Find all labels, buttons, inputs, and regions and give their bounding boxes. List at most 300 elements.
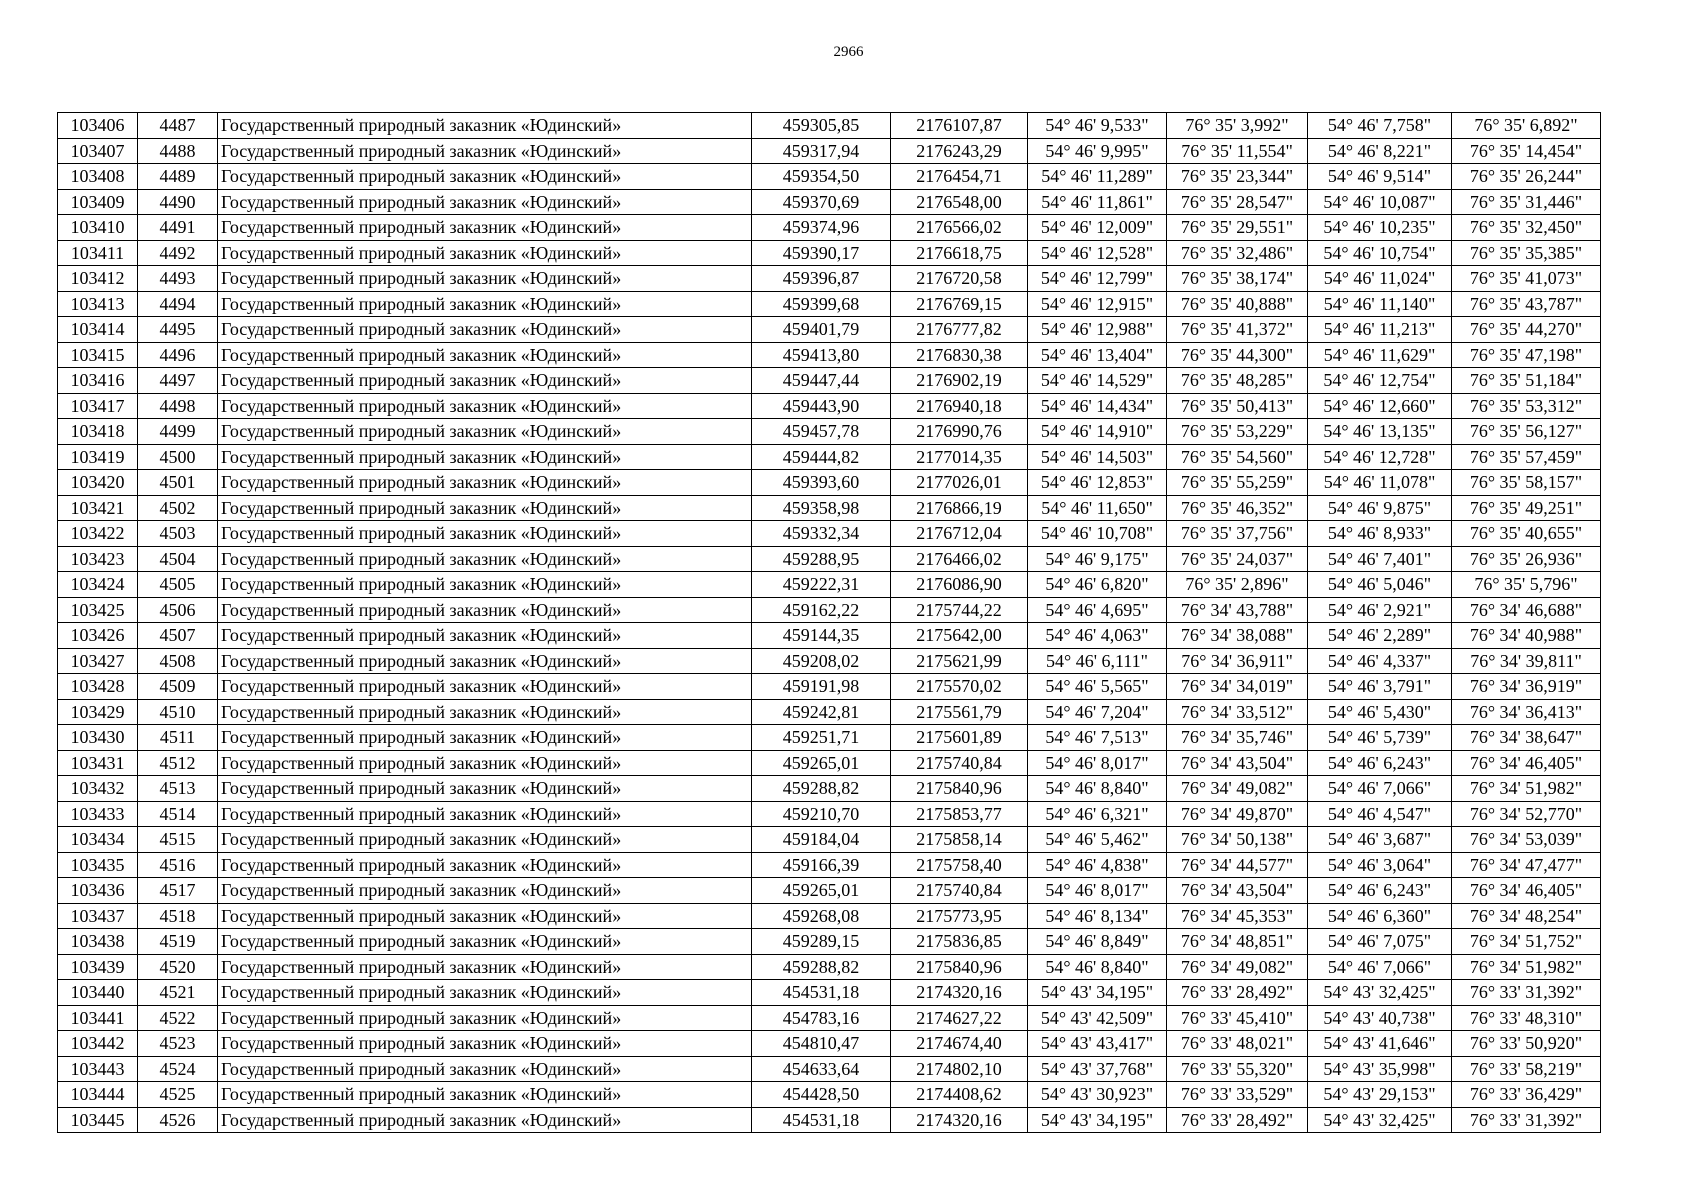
cell-point-number: 4502	[138, 495, 218, 521]
cell-latitude-1: 54° 43' 42,509"	[1028, 1005, 1167, 1031]
cell-name: Государственный природный заказник «Юдинский»	[218, 317, 752, 343]
table-row	[58, 1031, 1601, 1057]
table-body	[58, 113, 1601, 1133]
table-row	[58, 674, 1601, 700]
cell-latitude-2: 54° 43' 35,998"	[1308, 1056, 1452, 1082]
cell-point-number: 4506	[138, 597, 218, 623]
cell-x-coordinate: 459162,22	[752, 597, 891, 623]
cell-longitude-1: 76° 34' 49,082"	[1167, 954, 1308, 980]
cell-name: Государственный природный заказник «Юдинский»	[218, 444, 752, 470]
cell-name: Государственный природный заказник «Юдинский»	[218, 291, 752, 317]
cell-longitude-1: 76° 35' 3,992"	[1167, 113, 1308, 139]
cell-record-id: 103423	[58, 546, 138, 572]
cell-latitude-1: 54° 46' 8,840"	[1028, 954, 1167, 980]
cell-x-coordinate: 459288,82	[752, 954, 891, 980]
cell-name: Государственный природный заказник «Юдинский»	[218, 827, 752, 853]
cell-longitude-1: 76° 33' 55,320"	[1167, 1056, 1308, 1082]
cell-latitude-2: 54° 46' 5,430"	[1308, 699, 1452, 725]
cell-y-coordinate: 2174408,62	[891, 1082, 1028, 1108]
table-row	[58, 419, 1601, 445]
coordinates-table	[57, 112, 1601, 1133]
cell-record-id: 103426	[58, 623, 138, 649]
cell-longitude-1: 76° 34' 38,088"	[1167, 623, 1308, 649]
cell-point-number: 4489	[138, 164, 218, 190]
table-row	[58, 291, 1601, 317]
cell-y-coordinate: 2176243,29	[891, 138, 1028, 164]
cell-latitude-1: 54° 46' 14,434"	[1028, 393, 1167, 419]
cell-longitude-2: 76° 34' 51,982"	[1452, 776, 1601, 802]
cell-y-coordinate: 2176548,00	[891, 189, 1028, 215]
cell-longitude-1: 76° 35' 46,352"	[1167, 495, 1308, 521]
cell-record-id: 103434	[58, 827, 138, 853]
cell-y-coordinate: 2176940,18	[891, 393, 1028, 419]
cell-longitude-2: 76° 34' 36,919"	[1452, 674, 1601, 700]
cell-point-number: 4520	[138, 954, 218, 980]
cell-y-coordinate: 2176466,02	[891, 546, 1028, 572]
cell-latitude-1: 54° 46' 8,840"	[1028, 776, 1167, 802]
cell-longitude-1: 76° 35' 50,413"	[1167, 393, 1308, 419]
cell-latitude-1: 54° 46' 14,503"	[1028, 444, 1167, 470]
cell-point-number: 4514	[138, 801, 218, 827]
cell-latitude-2: 54° 46' 11,078"	[1308, 470, 1452, 496]
cell-point-number: 4494	[138, 291, 218, 317]
cell-x-coordinate: 454633,64	[752, 1056, 891, 1082]
cell-x-coordinate: 459305,85	[752, 113, 891, 139]
cell-longitude-1: 76° 35' 54,560"	[1167, 444, 1308, 470]
cell-longitude-1: 76° 35' 53,229"	[1167, 419, 1308, 445]
cell-record-id: 103429	[58, 699, 138, 725]
cell-longitude-2: 76° 35' 6,892"	[1452, 113, 1601, 139]
cell-y-coordinate: 2175601,89	[891, 725, 1028, 751]
cell-x-coordinate: 459457,78	[752, 419, 891, 445]
cell-record-id: 103407	[58, 138, 138, 164]
cell-longitude-2: 76° 35' 47,198"	[1452, 342, 1601, 368]
cell-record-id: 103444	[58, 1082, 138, 1108]
cell-latitude-1: 54° 43' 34,195"	[1028, 980, 1167, 1006]
cell-record-id: 103418	[58, 419, 138, 445]
cell-y-coordinate: 2176454,71	[891, 164, 1028, 190]
table-row	[58, 750, 1601, 776]
cell-name: Государственный природный заказник «Юдинский»	[218, 1056, 752, 1082]
cell-longitude-2: 76° 33' 31,392"	[1452, 980, 1601, 1006]
cell-latitude-2: 54° 46' 6,243"	[1308, 750, 1452, 776]
cell-latitude-1: 54° 46' 8,849"	[1028, 929, 1167, 955]
cell-point-number: 4505	[138, 572, 218, 598]
cell-point-number: 4512	[138, 750, 218, 776]
cell-x-coordinate: 459222,31	[752, 572, 891, 598]
cell-y-coordinate: 2174320,16	[891, 980, 1028, 1006]
cell-point-number: 4510	[138, 699, 218, 725]
cell-latitude-2: 54° 46' 10,087"	[1308, 189, 1452, 215]
cell-x-coordinate: 459370,69	[752, 189, 891, 215]
cell-longitude-2: 76° 34' 48,254"	[1452, 903, 1601, 929]
cell-y-coordinate: 2175858,14	[891, 827, 1028, 853]
cell-y-coordinate: 2174802,10	[891, 1056, 1028, 1082]
cell-record-id: 103424	[58, 572, 138, 598]
cell-latitude-2: 54° 46' 11,140"	[1308, 291, 1452, 317]
cell-record-id: 103406	[58, 113, 138, 139]
cell-record-id: 103428	[58, 674, 138, 700]
cell-name: Государственный природный заказник «Юдинский»	[218, 776, 752, 802]
table-row	[58, 980, 1601, 1006]
cell-latitude-1: 54° 46' 8,134"	[1028, 903, 1167, 929]
cell-longitude-1: 76° 35' 28,547"	[1167, 189, 1308, 215]
cell-point-number: 4504	[138, 546, 218, 572]
cell-record-id: 103437	[58, 903, 138, 929]
table-row	[58, 189, 1601, 215]
cell-point-number: 4525	[138, 1082, 218, 1108]
cell-point-number: 4492	[138, 240, 218, 266]
table-row	[58, 266, 1601, 292]
cell-y-coordinate: 2175840,96	[891, 776, 1028, 802]
cell-latitude-2: 54° 46' 8,221"	[1308, 138, 1452, 164]
cell-longitude-2: 76° 35' 14,454"	[1452, 138, 1601, 164]
cell-longitude-1: 76° 35' 37,756"	[1167, 521, 1308, 547]
cell-y-coordinate: 2177014,35	[891, 444, 1028, 470]
cell-latitude-1: 54° 46' 8,017"	[1028, 878, 1167, 904]
cell-point-number: 4515	[138, 827, 218, 853]
cell-record-id: 103412	[58, 266, 138, 292]
cell-latitude-2: 54° 43' 32,425"	[1308, 980, 1452, 1006]
cell-latitude-2: 54° 46' 11,629"	[1308, 342, 1452, 368]
table-row	[58, 827, 1601, 853]
cell-record-id: 103436	[58, 878, 138, 904]
cell-record-id: 103440	[58, 980, 138, 1006]
cell-y-coordinate: 2175758,40	[891, 852, 1028, 878]
cell-longitude-2: 76° 35' 31,446"	[1452, 189, 1601, 215]
cell-latitude-2: 54° 46' 3,687"	[1308, 827, 1452, 853]
cell-name: Государственный природный заказник «Юдинский»	[218, 393, 752, 419]
cell-name: Государственный природный заказник «Юдинский»	[218, 521, 752, 547]
cell-latitude-2: 54° 46' 7,075"	[1308, 929, 1452, 955]
cell-record-id: 103430	[58, 725, 138, 751]
table-row	[58, 113, 1601, 139]
cell-y-coordinate: 2175570,02	[891, 674, 1028, 700]
cell-name: Государственный природный заказник «Юдинский»	[218, 1082, 752, 1108]
cell-latitude-1: 54° 46' 12,528"	[1028, 240, 1167, 266]
cell-point-number: 4503	[138, 521, 218, 547]
cell-record-id: 103420	[58, 470, 138, 496]
cell-x-coordinate: 454428,50	[752, 1082, 891, 1108]
table-row	[58, 699, 1601, 725]
cell-longitude-1: 76° 33' 28,492"	[1167, 980, 1308, 1006]
cell-y-coordinate: 2175744,22	[891, 597, 1028, 623]
cell-x-coordinate: 459191,98	[752, 674, 891, 700]
cell-record-id: 103441	[58, 1005, 138, 1031]
cell-point-number: 4519	[138, 929, 218, 955]
cell-point-number: 4511	[138, 725, 218, 751]
cell-latitude-1: 54° 46' 13,404"	[1028, 342, 1167, 368]
cell-longitude-1: 76° 34' 43,504"	[1167, 878, 1308, 904]
cell-longitude-2: 76° 35' 5,796"	[1452, 572, 1601, 598]
cell-record-id: 103442	[58, 1031, 138, 1057]
cell-longitude-2: 76° 35' 40,655"	[1452, 521, 1601, 547]
cell-latitude-2: 54° 46' 4,547"	[1308, 801, 1452, 827]
cell-x-coordinate: 459288,82	[752, 776, 891, 802]
cell-longitude-1: 76° 34' 34,019"	[1167, 674, 1308, 700]
cell-longitude-2: 76° 34' 36,413"	[1452, 699, 1601, 725]
cell-x-coordinate: 459265,01	[752, 878, 891, 904]
table-row	[58, 317, 1601, 343]
table-row	[58, 521, 1601, 547]
cell-longitude-1: 76° 33' 45,410"	[1167, 1005, 1308, 1031]
table-row	[58, 470, 1601, 496]
cell-record-id: 103435	[58, 852, 138, 878]
cell-longitude-1: 76° 35' 24,037"	[1167, 546, 1308, 572]
cell-longitude-2: 76° 33' 58,219"	[1452, 1056, 1601, 1082]
cell-latitude-2: 54° 46' 12,660"	[1308, 393, 1452, 419]
cell-y-coordinate: 2176566,02	[891, 215, 1028, 241]
cell-latitude-1: 54° 46' 8,017"	[1028, 750, 1167, 776]
cell-latitude-1: 54° 46' 7,513"	[1028, 725, 1167, 751]
cell-latitude-1: 54° 43' 43,417"	[1028, 1031, 1167, 1057]
cell-name: Государственный природный заказник «Юдинский»	[218, 725, 752, 751]
cell-latitude-1: 54° 46' 6,321"	[1028, 801, 1167, 827]
cell-point-number: 4524	[138, 1056, 218, 1082]
cell-longitude-1: 76° 35' 23,344"	[1167, 164, 1308, 190]
cell-x-coordinate: 459210,70	[752, 801, 891, 827]
cell-record-id: 103419	[58, 444, 138, 470]
cell-name: Государственный природный заказник «Юдинский»	[218, 1107, 752, 1133]
cell-y-coordinate: 2176866,19	[891, 495, 1028, 521]
cell-record-id: 103408	[58, 164, 138, 190]
cell-longitude-1: 76° 34' 36,911"	[1167, 648, 1308, 674]
cell-name: Государственный природный заказник «Юдинский»	[218, 623, 752, 649]
cell-point-number: 4523	[138, 1031, 218, 1057]
cell-latitude-1: 54° 46' 9,995"	[1028, 138, 1167, 164]
cell-latitude-2: 54° 43' 32,425"	[1308, 1107, 1452, 1133]
cell-y-coordinate: 2176618,75	[891, 240, 1028, 266]
cell-latitude-1: 54° 46' 7,204"	[1028, 699, 1167, 725]
table-row	[58, 1056, 1601, 1082]
table-row	[58, 240, 1601, 266]
cell-x-coordinate: 459208,02	[752, 648, 891, 674]
cell-name: Государственный природный заказник «Юдинский»	[218, 240, 752, 266]
cell-longitude-2: 76° 34' 52,770"	[1452, 801, 1601, 827]
table-row	[58, 1082, 1601, 1108]
cell-y-coordinate: 2174627,22	[891, 1005, 1028, 1031]
cell-name: Государственный природный заказник «Юдинский»	[218, 903, 752, 929]
cell-latitude-2: 54° 46' 2,289"	[1308, 623, 1452, 649]
cell-longitude-1: 76° 34' 45,353"	[1167, 903, 1308, 929]
cell-record-id: 103417	[58, 393, 138, 419]
cell-point-number: 4501	[138, 470, 218, 496]
table-row	[58, 215, 1601, 241]
cell-longitude-1: 76° 35' 29,551"	[1167, 215, 1308, 241]
cell-name: Государственный природный заказник «Юдинский»	[218, 342, 752, 368]
cell-y-coordinate: 2175621,99	[891, 648, 1028, 674]
table-row	[58, 444, 1601, 470]
cell-latitude-1: 54° 43' 30,923"	[1028, 1082, 1167, 1108]
cell-point-number: 4495	[138, 317, 218, 343]
cell-latitude-2: 54° 46' 12,754"	[1308, 368, 1452, 394]
cell-y-coordinate: 2175561,79	[891, 699, 1028, 725]
cell-record-id: 103409	[58, 189, 138, 215]
cell-point-number: 4487	[138, 113, 218, 139]
cell-point-number: 4496	[138, 342, 218, 368]
cell-longitude-2: 76° 34' 47,477"	[1452, 852, 1601, 878]
table-row	[58, 801, 1601, 827]
table-row	[58, 546, 1601, 572]
cell-latitude-1: 54° 46' 4,838"	[1028, 852, 1167, 878]
cell-record-id: 103438	[58, 929, 138, 955]
cell-name: Государственный природный заказник «Юдинский»	[218, 470, 752, 496]
cell-latitude-1: 54° 46' 6,111"	[1028, 648, 1167, 674]
cell-latitude-2: 54° 46' 7,066"	[1308, 776, 1452, 802]
cell-x-coordinate: 459265,01	[752, 750, 891, 776]
cell-latitude-2: 54° 46' 4,337"	[1308, 648, 1452, 674]
cell-longitude-1: 76° 33' 28,492"	[1167, 1107, 1308, 1133]
cell-x-coordinate: 459447,44	[752, 368, 891, 394]
cell-y-coordinate: 2175642,00	[891, 623, 1028, 649]
table-row	[58, 1005, 1601, 1031]
cell-y-coordinate: 2175740,84	[891, 750, 1028, 776]
cell-name: Государственный природный заказник «Юдинский»	[218, 138, 752, 164]
cell-name: Государственный природный заказник «Юдинский»	[218, 215, 752, 241]
cell-y-coordinate: 2175840,96	[891, 954, 1028, 980]
cell-latitude-2: 54° 46' 6,243"	[1308, 878, 1452, 904]
cell-latitude-1: 54° 46' 10,708"	[1028, 521, 1167, 547]
cell-name: Государственный природный заказник «Юдинский»	[218, 674, 752, 700]
cell-longitude-2: 76° 33' 36,429"	[1452, 1082, 1601, 1108]
cell-latitude-2: 54° 46' 3,064"	[1308, 852, 1452, 878]
cell-name: Государственный природный заказник «Юдинский»	[218, 113, 752, 139]
cell-x-coordinate: 454531,18	[752, 1107, 891, 1133]
cell-point-number: 4493	[138, 266, 218, 292]
cell-latitude-2: 54° 46' 7,401"	[1308, 546, 1452, 572]
cell-record-id: 103413	[58, 291, 138, 317]
cell-x-coordinate: 459166,39	[752, 852, 891, 878]
cell-y-coordinate: 2175740,84	[891, 878, 1028, 904]
cell-y-coordinate: 2176990,76	[891, 419, 1028, 445]
cell-y-coordinate: 2174320,16	[891, 1107, 1028, 1133]
cell-name: Государственный природный заказник «Юдинский»	[218, 546, 752, 572]
cell-latitude-2: 54° 46' 10,235"	[1308, 215, 1452, 241]
cell-name: Государственный природный заказник «Юдинский»	[218, 572, 752, 598]
cell-latitude-2: 54° 46' 10,754"	[1308, 240, 1452, 266]
cell-longitude-1: 76° 34' 49,082"	[1167, 776, 1308, 802]
cell-latitude-1: 54° 46' 4,695"	[1028, 597, 1167, 623]
cell-x-coordinate: 459358,98	[752, 495, 891, 521]
cell-longitude-2: 76° 35' 35,385"	[1452, 240, 1601, 266]
cell-longitude-2: 76° 35' 57,459"	[1452, 444, 1601, 470]
cell-record-id: 103432	[58, 776, 138, 802]
cell-name: Государственный природный заказник «Юдинский»	[218, 597, 752, 623]
table-row	[58, 725, 1601, 751]
cell-point-number: 4498	[138, 393, 218, 419]
cell-record-id: 103414	[58, 317, 138, 343]
cell-name: Государственный природный заказник «Юдинский»	[218, 1031, 752, 1057]
cell-name: Государственный природный заказник «Юдинский»	[218, 750, 752, 776]
cell-longitude-2: 76° 35' 49,251"	[1452, 495, 1601, 521]
cell-x-coordinate: 459288,95	[752, 546, 891, 572]
cell-latitude-2: 54° 46' 3,791"	[1308, 674, 1452, 700]
cell-x-coordinate: 459390,17	[752, 240, 891, 266]
cell-latitude-1: 54° 46' 14,529"	[1028, 368, 1167, 394]
cell-longitude-1: 76° 35' 38,174"	[1167, 266, 1308, 292]
table-row	[58, 1107, 1601, 1133]
cell-latitude-2: 54° 46' 9,875"	[1308, 495, 1452, 521]
cell-record-id: 103422	[58, 521, 138, 547]
table-row	[58, 138, 1601, 164]
table-row	[58, 342, 1601, 368]
cell-x-coordinate: 459289,15	[752, 929, 891, 955]
table-row	[58, 903, 1601, 929]
cell-point-number: 4508	[138, 648, 218, 674]
cell-longitude-2: 76° 34' 39,811"	[1452, 648, 1601, 674]
cell-latitude-1: 54° 46' 11,650"	[1028, 495, 1167, 521]
cell-latitude-1: 54° 46' 6,820"	[1028, 572, 1167, 598]
cell-x-coordinate: 459332,34	[752, 521, 891, 547]
cell-point-number: 4488	[138, 138, 218, 164]
cell-point-number: 4490	[138, 189, 218, 215]
cell-latitude-2: 54° 43' 41,646"	[1308, 1031, 1452, 1057]
cell-x-coordinate: 454531,18	[752, 980, 891, 1006]
cell-latitude-1: 54° 46' 5,462"	[1028, 827, 1167, 853]
cell-name: Государственный природный заказник «Юдинский»	[218, 419, 752, 445]
cell-name: Государственный природный заказник «Юдинский»	[218, 980, 752, 1006]
cell-point-number: 4513	[138, 776, 218, 802]
cell-longitude-1: 76° 34' 43,788"	[1167, 597, 1308, 623]
cell-y-coordinate: 2176107,87	[891, 113, 1028, 139]
cell-y-coordinate: 2176777,82	[891, 317, 1028, 343]
cell-longitude-1: 76° 35' 40,888"	[1167, 291, 1308, 317]
cell-longitude-2: 76° 35' 53,312"	[1452, 393, 1601, 419]
cell-latitude-2: 54° 46' 5,046"	[1308, 572, 1452, 598]
cell-y-coordinate: 2176720,58	[891, 266, 1028, 292]
cell-longitude-1: 76° 35' 11,554"	[1167, 138, 1308, 164]
cell-x-coordinate: 454810,47	[752, 1031, 891, 1057]
cell-longitude-1: 76° 34' 44,577"	[1167, 852, 1308, 878]
cell-latitude-1: 54° 46' 5,565"	[1028, 674, 1167, 700]
cell-longitude-2: 76° 35' 58,157"	[1452, 470, 1601, 496]
cell-longitude-1: 76° 34' 49,870"	[1167, 801, 1308, 827]
cell-x-coordinate: 459444,82	[752, 444, 891, 470]
cell-y-coordinate: 2176712,04	[891, 521, 1028, 547]
table-row	[58, 495, 1601, 521]
cell-name: Государственный природный заказник «Юдинский»	[218, 164, 752, 190]
cell-longitude-2: 76° 34' 51,982"	[1452, 954, 1601, 980]
cell-name: Государственный природный заказник «Юдинский»	[218, 801, 752, 827]
cell-y-coordinate: 2175836,85	[891, 929, 1028, 955]
cell-latitude-2: 54° 46' 5,739"	[1308, 725, 1452, 751]
table-row	[58, 852, 1601, 878]
cell-record-id: 103415	[58, 342, 138, 368]
cell-record-id: 103443	[58, 1056, 138, 1082]
cell-latitude-2: 54° 46' 12,728"	[1308, 444, 1452, 470]
cell-longitude-2: 76° 34' 38,647"	[1452, 725, 1601, 751]
cell-point-number: 4518	[138, 903, 218, 929]
cell-longitude-2: 76° 35' 26,244"	[1452, 164, 1601, 190]
table-row	[58, 368, 1601, 394]
cell-latitude-1: 54° 46' 9,533"	[1028, 113, 1167, 139]
cell-x-coordinate: 459443,90	[752, 393, 891, 419]
table-row	[58, 648, 1601, 674]
cell-latitude-2: 54° 46' 13,135"	[1308, 419, 1452, 445]
cell-latitude-2: 54° 46' 6,360"	[1308, 903, 1452, 929]
cell-point-number: 4517	[138, 878, 218, 904]
cell-longitude-1: 76° 33' 48,021"	[1167, 1031, 1308, 1057]
cell-latitude-2: 54° 46' 7,758"	[1308, 113, 1452, 139]
cell-latitude-1: 54° 46' 12,915"	[1028, 291, 1167, 317]
cell-y-coordinate: 2175853,77	[891, 801, 1028, 827]
cell-latitude-2: 54° 46' 9,514"	[1308, 164, 1452, 190]
cell-x-coordinate: 454783,16	[752, 1005, 891, 1031]
cell-latitude-1: 54° 46' 12,988"	[1028, 317, 1167, 343]
cell-longitude-2: 76° 35' 51,184"	[1452, 368, 1601, 394]
table-row	[58, 597, 1601, 623]
cell-record-id: 103411	[58, 240, 138, 266]
